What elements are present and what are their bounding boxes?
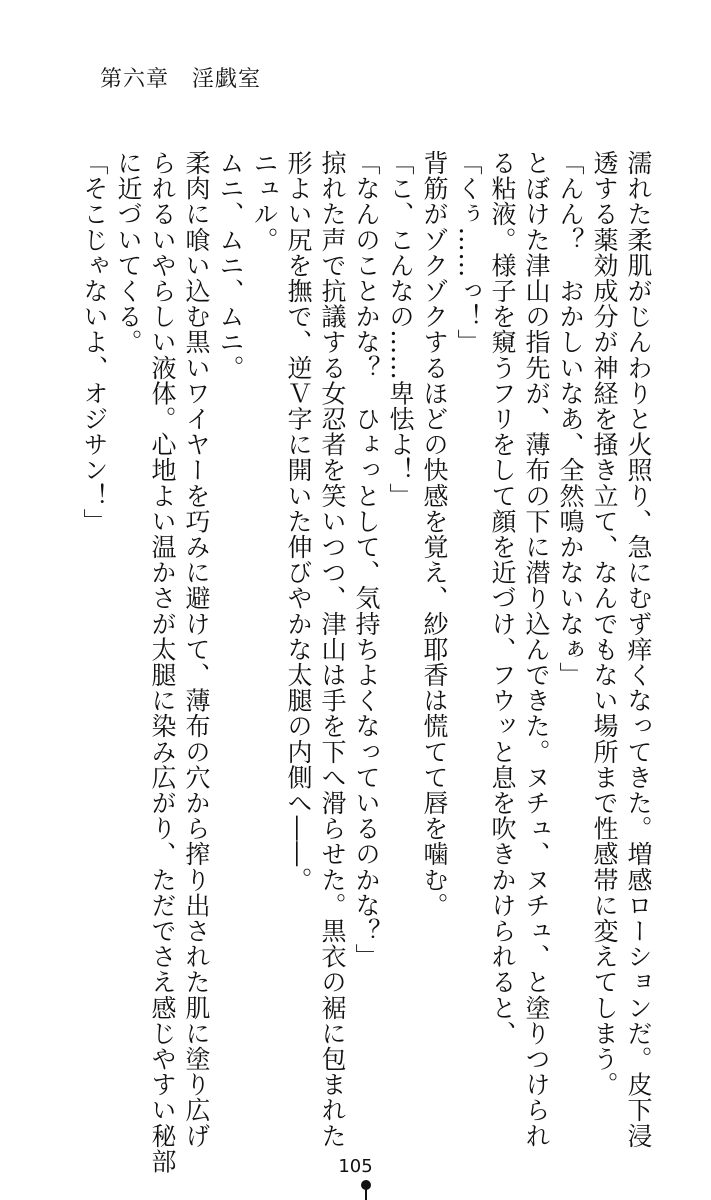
text-line: 「んん？ おかしいなあ、全然鳴かないなぁ」 [556, 150, 585, 688]
text-line: 背筋がゾクゾクするほどの快感を覚え、紗耶香は慌てて唇を噛む。 [420, 150, 449, 918]
text-line: られるいやらしい液体。心地よい温かさが太腿に染み広がり、ただでさえ感じやすい秘部 [148, 150, 177, 1174]
text-line: 濡れた柔肌がじんわりと火照り、急にむず痒くなってきた。増感ローションだ。皮下浸 [624, 150, 653, 1149]
text-line: 形よい尻を撫で、逆Ｖ字に開いた伸びやかな太腿の内側へ――。 [284, 150, 313, 893]
text-line: 「こ、こんなの……卑怯よ！」 [386, 150, 415, 509]
text-line: ニュル。 [250, 150, 279, 253]
text-line: る粘液。様子を窺うフリをして顔を近づけ、フウッと息を吹きかけられると、 [488, 150, 517, 1046]
text-line: 「そこじゃないよ、オジサン！」 [80, 150, 109, 534]
text-line: ムニ、ムニ、ムニ。 [216, 150, 245, 381]
page-number: 105 [338, 1156, 373, 1177]
text-line: 掠れた声で抗議する女忍者を笑いつつ、津山は手を下へ滑らせた。黒衣の裾に包まれた [318, 150, 347, 1149]
text-line: とぼけた津山の指先が、薄布の下に潜り込んできた。ヌチュ、ヌチュ、と塗りつけられ [522, 150, 551, 1149]
text-line: 透する薬効成分が神経を掻き立て、なんでもない場所まで性感帯に変えてしまう。 [590, 150, 619, 1098]
running-header: 第六章 淫戯室 [100, 67, 262, 92]
page-marker-stem [365, 1189, 367, 1200]
text-line: 「くぅ……っ！」 [454, 150, 483, 355]
text-line: に近づいてくる。 [114, 150, 143, 355]
text-line: 「なんのことかな？ ひょっとして、気持ちよくなっているのかな？」 [352, 150, 381, 970]
text-line: 柔肉に喰い込む黒いワイヤーを巧みに避けて、薄布の穴から搾り出された肌に塗り広げ [182, 150, 211, 1149]
